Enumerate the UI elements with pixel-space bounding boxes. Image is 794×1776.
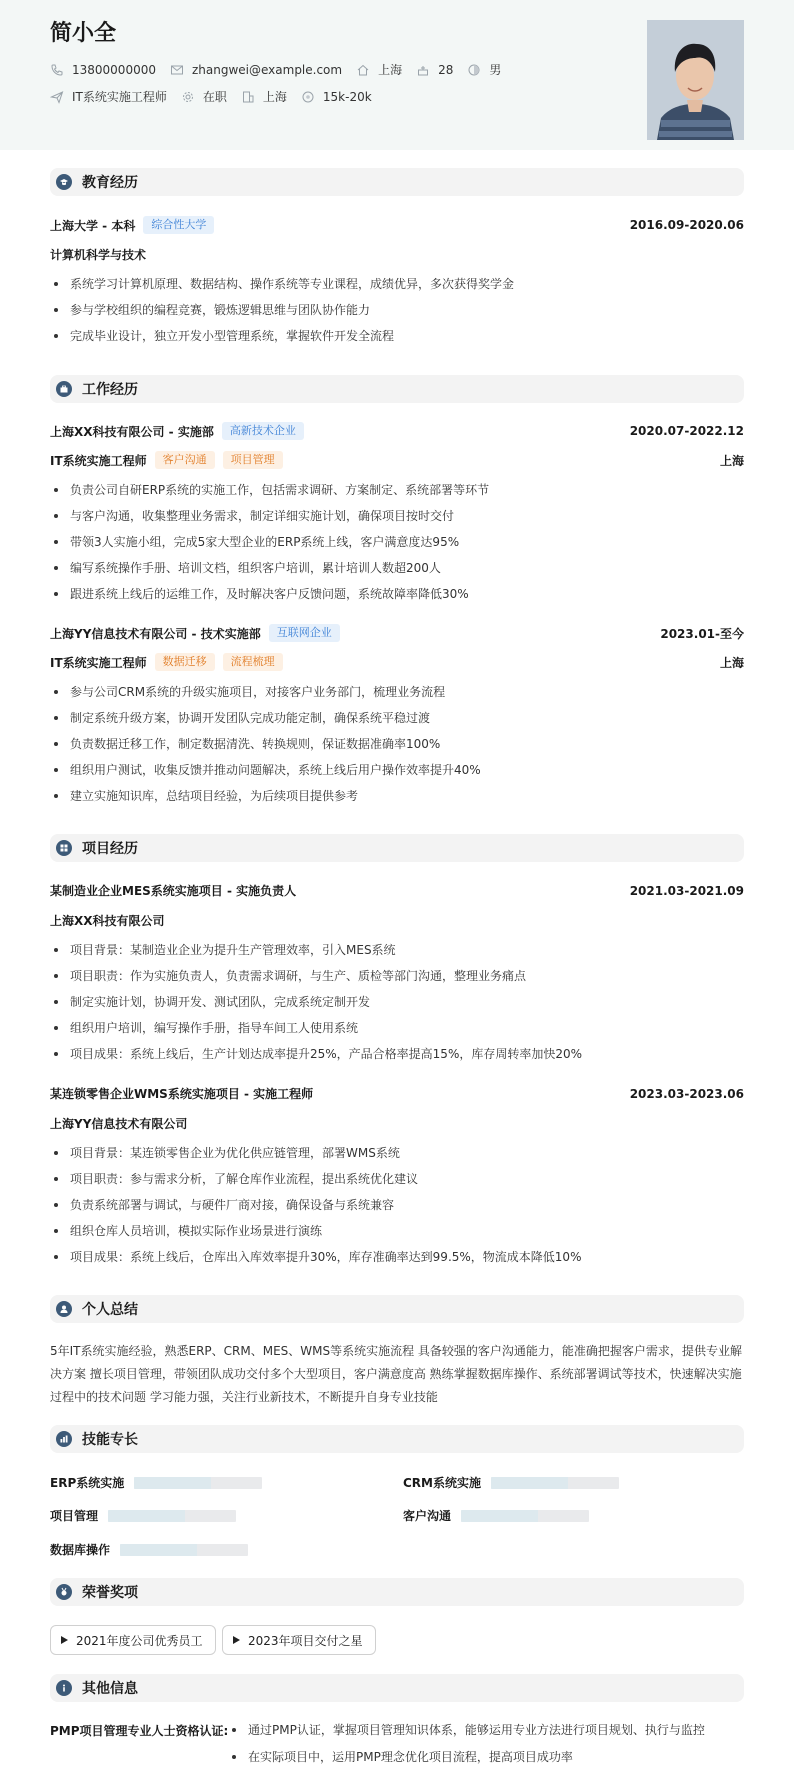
chart-icon	[56, 1431, 72, 1447]
education-major-row	[50, 246, 744, 263]
skill-item	[403, 1507, 589, 1524]
work-company-row	[50, 624, 744, 642]
certificate-bullets	[228, 1722, 748, 1776]
skill-bar-fill	[120, 1544, 197, 1556]
project-date: 2021.03-2021.09	[629, 883, 744, 898]
mail-icon	[170, 63, 184, 77]
list-item: 负责数据迁移工作，制定数据清洗、转换规则，保证数据准确率100%	[50, 736, 744, 762]
company-name: 上海XX科技有限公司 - 实施部	[50, 424, 214, 439]
projects-section-header	[50, 834, 744, 862]
send-icon	[50, 90, 64, 104]
project-bullets	[50, 1145, 744, 1275]
summary-section-title: 个人总结	[82, 1302, 138, 1318]
role-title: IT系统实施工程师	[50, 453, 147, 468]
skill-bar-fill	[108, 1510, 185, 1522]
project-name: 某连锁零售企业WMS系统实施项目 - 实施工程师	[50, 1087, 314, 1101]
work-section-title: 工作经历	[82, 382, 138, 398]
candidate-name: 简小全	[50, 21, 117, 46]
skill-bar-fill	[491, 1477, 568, 1489]
skills-section-title: 技能专长	[82, 1432, 138, 1448]
home-city-text: 上海	[378, 63, 403, 77]
work-company-row	[50, 422, 744, 440]
company-name: 上海YY信息技术有限公司 - 技术实施部	[50, 626, 261, 641]
gender-text: 男	[489, 63, 502, 77]
list-item: 在实际项目中，运用PMP理念优化项目流程，提高项目成功率	[228, 1749, 748, 1776]
project-company-row	[50, 912, 744, 929]
triangle-icon	[61, 1636, 68, 1644]
work-section-header	[50, 375, 744, 403]
list-item: 组织用户培训，编写操作手册，指导车间工人使用系统	[50, 1020, 744, 1046]
work-date: 2020.07-2022.12	[629, 424, 744, 438]
summary-text	[50, 1340, 744, 1409]
salary-text: 15k-20k	[322, 89, 372, 104]
skill-item	[50, 1541, 248, 1558]
education-school-row	[50, 216, 744, 234]
home-city-item	[356, 61, 402, 78]
awards-section-header	[50, 1578, 744, 1606]
summary-line: 5年IT系统实施经验，熟悉ERP、CRM、MES、WMS等系统实施流程 具备较强的客户沟通能力，能准确把握客户需求，提供专业解	[50, 1344, 742, 1358]
gender-icon	[467, 63, 481, 77]
list-item: 系统学习计算机原理、数据结构、操作系统等专业课程，成绩优异，多次获得奖学金	[50, 276, 744, 302]
list-item: 项目职责：作为实施负责人，负责需求调研，与生产、质检等部门沟通，整理业务痛点	[50, 968, 744, 994]
work-city: 上海	[719, 453, 744, 468]
projects-section-title: 项目经历	[82, 841, 138, 857]
skill-name: CRM系统实施	[403, 1476, 481, 1490]
resume-header	[0, 0, 794, 150]
list-item: 跟进系统上线后的运维工作，及时解决客户反馈问题，系统故障率降低30%	[50, 586, 744, 612]
role-tag: 项目管理	[223, 451, 283, 469]
list-item: 项目成果：系统上线后，生产计划达成率提升25%，产品合格率提高15%，库存周转率加快20%	[50, 1046, 744, 1072]
contact-row	[50, 61, 515, 78]
summary-section-header	[50, 1295, 744, 1323]
summary-line: 过程中的技术问题 学习能力强，关注行业新技术，不断提升自身专业技能	[50, 1390, 438, 1404]
award-badge	[222, 1625, 376, 1655]
education-section-title: 教育经历	[82, 175, 138, 191]
company-tag: 高新技术企业	[222, 422, 304, 440]
role-tag: 数据迁移	[155, 653, 215, 671]
project-company: 上海XX科技有限公司	[50, 914, 165, 928]
project-name-row	[50, 882, 744, 899]
skill-bar-fill	[134, 1477, 211, 1489]
school-name: 上海大学 - 本科	[50, 218, 136, 233]
company-tag: 互联网企业	[269, 624, 340, 642]
skill-name: 客户沟通	[403, 1509, 452, 1523]
building-icon	[241, 90, 255, 104]
list-item: 项目成果：系统上线后，仓库出入库效率提升30%，库存准确率达到99.5%，物流成本降低10%	[50, 1249, 744, 1275]
skill-item	[50, 1507, 236, 1524]
skill-bar-fill	[461, 1510, 538, 1522]
age-item	[416, 63, 453, 77]
work-city: 上海	[719, 655, 744, 670]
list-item: 制定实施计划，协调开发、测试团队，完成系统定制开发	[50, 994, 744, 1020]
email-text: zhangwei@example.com	[191, 62, 343, 77]
skill-bar	[108, 1510, 236, 1522]
age-text: 28	[438, 62, 454, 77]
awards-section-title: 荣誉奖项	[82, 1585, 138, 1601]
phone-item	[50, 63, 156, 77]
award-text: 2021年度公司优秀员工	[76, 1633, 203, 1648]
list-item: 参与公司CRM系统的升级实施项目，对接客户业务部门，梳理业务流程	[50, 684, 744, 710]
skills-section-header	[50, 1425, 744, 1453]
other-section-header	[50, 1674, 744, 1702]
project-company-row	[50, 1115, 744, 1132]
work-bullets	[50, 482, 744, 612]
skill-bar	[134, 1477, 262, 1489]
work-role-row	[50, 653, 744, 671]
gear-icon	[181, 90, 195, 104]
other-section-title: 其他信息	[82, 1681, 138, 1697]
education-icon	[56, 174, 72, 190]
certificate-label: PMP项目管理专业人士资格认证:	[50, 1724, 229, 1738]
skill-bar	[461, 1510, 589, 1522]
project-name-row	[50, 1085, 744, 1102]
project-company: 上海YY信息技术有限公司	[50, 1117, 188, 1131]
education-bullets	[50, 276, 744, 354]
status-item	[181, 88, 227, 105]
skill-name: 数据库操作	[50, 1543, 111, 1557]
list-item: 组织仓库人员培训，模拟实际作业场景进行演练	[50, 1223, 744, 1249]
list-item: 与客户沟通，收集整理业务需求，制定详细实施计划，确保项目按时交付	[50, 508, 744, 534]
list-item: 项目背景：某连锁零售企业为优化供应链管理，部署WMS系统	[50, 1145, 744, 1171]
work-city-text: 上海	[262, 90, 287, 104]
list-item: 负责公司自研ERP系统的实施工作，包括需求调研、方案制定、系统部署等环节	[50, 482, 744, 508]
status-text: 在职	[202, 90, 227, 104]
list-item: 完成毕业设计，独立开发小型管理系统，掌握软件开发全流程	[50, 328, 744, 354]
triangle-icon	[233, 1636, 240, 1644]
list-item: 项目背景：某制造业企业为提升生产管理效率，引入MES系统	[50, 942, 744, 968]
position-item	[50, 88, 167, 105]
email-item	[170, 63, 342, 77]
profile-photo	[647, 20, 744, 140]
summary-line: 决方案 擅长项目管理，带领团队成功交付多个大型项目，客户满意度高 熟练掌握数据库操作、系统部署调试等技术，快速解决实施	[50, 1367, 742, 1381]
list-item: 通过PMP认证，掌握项目管理知识体系，能够运用专业方法进行项目规划、执行与监控	[228, 1722, 748, 1749]
work-role-row	[50, 451, 744, 469]
work-date: 2023.01-至今	[660, 626, 744, 641]
role-tag: 流程梳理	[223, 653, 283, 671]
position-text: IT系统实施工程师	[72, 90, 167, 104]
skill-bar	[491, 1477, 619, 1489]
education-section-header	[50, 168, 744, 196]
medal-icon	[56, 1584, 72, 1600]
skill-item	[403, 1474, 619, 1491]
briefcase-icon	[56, 381, 72, 397]
list-item: 负责系统部署与调试，与硬件厂商对接，确保设备与系统兼容	[50, 1197, 744, 1223]
work-city-item	[241, 88, 287, 105]
skill-item	[50, 1474, 262, 1491]
home-icon	[356, 63, 370, 77]
skill-bar	[120, 1544, 248, 1556]
phone-text: 13800000000	[72, 62, 156, 77]
skill-name: ERP系统实施	[50, 1476, 125, 1490]
gender-item	[467, 61, 501, 78]
user-icon	[56, 1301, 72, 1317]
award-badge	[50, 1625, 216, 1655]
info-icon	[56, 1680, 72, 1696]
list-item: 编写系统操作手册、培训文档，组织客户培训，累计培训人数超200人	[50, 560, 744, 586]
coin-icon	[301, 90, 315, 104]
salary-item	[301, 90, 372, 104]
list-item: 参与学校组织的编程竞赛，锻炼逻辑思维与团队协作能力	[50, 302, 744, 328]
job-row	[50, 88, 386, 105]
project-bullets	[50, 942, 744, 1072]
list-item: 项目职责：参与需求分析，了解仓库作业流程，提出系统优化建议	[50, 1171, 744, 1197]
school-tag: 综合性大学	[143, 216, 214, 234]
education-date: 2016.09-2020.06	[629, 218, 744, 232]
skill-name: 项目管理	[50, 1509, 99, 1523]
role-title: IT系统实施工程师	[50, 655, 147, 670]
list-item: 制定系统升级方案，协调开发团队完成功能定制，确保系统平稳过渡	[50, 710, 744, 736]
list-item: 建立实施知识库，总结项目经验，为后续项目提供参考	[50, 788, 744, 814]
project-date: 2023.03-2023.06	[629, 1086, 744, 1101]
list-item: 带领3人实施小组，完成5家大型企业的ERP系统上线，客户满意度达95%	[50, 534, 744, 560]
project-name: 某制造业企业MES系统实施项目 - 实施负责人	[50, 884, 297, 898]
cake-icon	[416, 63, 430, 77]
phone-icon	[50, 63, 64, 77]
list-item: 组织用户测试，收集反馈并推动问题解决，系统上线后用户操作效率提升40%	[50, 762, 744, 788]
major: 计算机科学与技术	[50, 248, 147, 262]
work-bullets	[50, 684, 744, 814]
grid-icon	[56, 840, 72, 856]
award-text: 2023年项目交付之星	[248, 1633, 363, 1648]
role-tag: 客户沟通	[155, 451, 215, 469]
